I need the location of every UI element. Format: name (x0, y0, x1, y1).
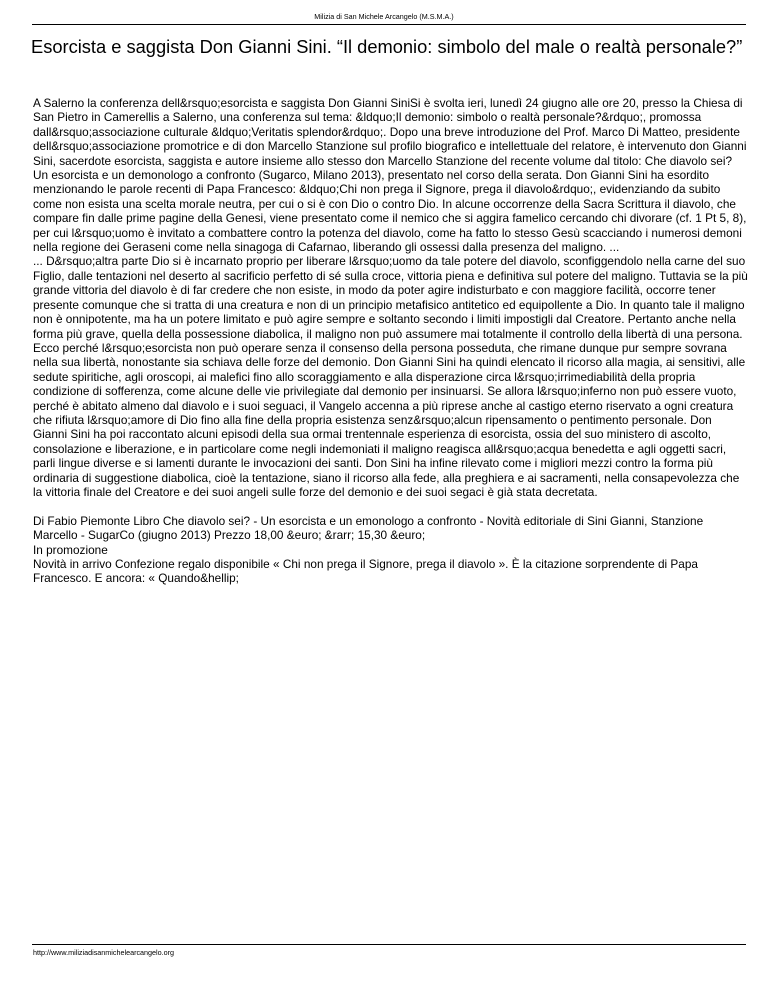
article-body (33, 96, 749, 586)
book-info: Di Fabio Piemonte Libro Che diavolo sei? - Un esorcista e un emonologo a confronto - Novità editoriale di Sini Gianni, Stanzione Marcello - SugarCo (giugno 2013) Prezzo 18,00 &euro; &rarr; 15,30 &euro; (33, 513, 704, 543)
page-header (0, 12, 768, 21)
book-teaser: Novità in arrivo Confezione regalo disponibile « Chi non prega il Signore, prega il diavolo ». È la citazione sorprendente di Papa Francesco. E ancora: « Quando&hellip; (33, 556, 698, 586)
article-paragraph: ... D&rsquo;altra parte Dio si è incarnato proprio per liberare l&rsquo;uomo da tale potere del diavolo, sconfiggendolo nella carne del suo Figlio, dalle tentazioni nel deserto al sacrificio perfetto di sé sulla croce, vittoria piena e definitiva sul potere del maligno. Tuttavia se la più grande vittoria del diavolo è di far credere che non esiste, in modo da poter agire indisturbato e con maggiore facilità, occorre tener presente comunque che si tratta di una creatura e non di un principio metafisico antitetico ed equipollente a Dio. In quanto tale il maligno non è onnipotente, ma ha un potere limitato e può agire sempre e soltanto secondo i limiti impostigli dal Creatore. Pertanto anche nella forma più grave, quella della possessione diabolica, il maligno non può assumere mai totalmente il controllo della libertà di una persona. Ecco perché l&rsquo;esorcista non può operare senza il consenso della persona posseduta, che rimane dunque pur sempre sovrana nella sua libertà, nonostante sia schiava delle forze del demonio. Don Gianni Sini ha quindi elencato il ricorso alla magia, ai sensitivi, alle sedute spiritiche, agli oroscopi, ai malefici fino allo scoraggiamento e alla disperazione circa l&rsquo;irrimediabilità della propria condizione di sofferenza, come alcune delle vie privilegiate dal demonio per insinuarsi. Se allora l&rsquo;inferno non può essere vuoto, perché è abitato almeno dal diavolo e i suoi seguaci, il Vangelo accenna a più riprese anche al castigo eterno riservato a ogni creatura che rifiuta l&rsquo;amore di Dio fino alla fine della propria esistenza senz&rsquo;alcun ripensamento o pentimento personale. Don Gianni Sini ha poi raccontato alcuni episodi della sua ormai trentennale esperienza di esorcista, ossia del suo ministero di ascolto, consolazione e liberazione, e in particolare come negli indemoniati il maligno reagisca all&rsquo;acqua benedetta e agli oggetti sacri, parli lingue diverse e si lamenti durante le invocazioni dei santi. Don Sini ha infine rilevato come i migliori mezzi contro la forma più ordinaria di suggestione diabolica, cioè la tentazione, siano il ricorso alla fede, alla preghiera e ai sacramenti, nella consapevolezza che la vittoria finale del Creatore e dei suoi angeli sulle forze del demonio e dei suoi segaci è già stata decretata. (33, 254, 748, 499)
promo-label: In promozione (33, 542, 108, 557)
article-title: Esorcista e saggista Don Gianni Sini. “Il demonio: simbolo del male o realtà personale?” (31, 36, 743, 57)
article-paragraph: A Salerno la conferenza dell&rsquo;esorcista e saggista Don Gianni SiniSi è svolta ieri, lunedì 24 giugno alle ore 20, presso la Chiesa di San Pietro in Camerellis a Salerno, una conferenza sul tema: &ldquo;Il demonio: simbolo o realtà personale?&rdquo;, promossa dall&rsquo;associazione culturale &ldquo;Veritatis splendor&rdquo;. Dopo una breve introduzione del Prof. Marco Di Matteo, presidente dell&rsquo;associazione promotrice e di don Marcello Stanzione sul profilo biografico e intellettuale del relatore, è intervenuto don Gianni Sini, sacerdote esorcista, saggista e autore insieme allo stesso don Marcello Stanzione del recente volume dal titolo: Che diavolo sei? Un esorcista e un demonologo a confronto (Sugarco, Milano 2013), presentato nel corso della serata. Don Gianni Sini ha esordito menzionando le parole recenti di Papa Francesco: &ldquo;Chi non prega il Signore, prega il diavolo&rdquo;, evidenziando da subito come non esista una scelta morale neutra, per cui o si è con Dio o contro Dio. In alcune occorrenze della Sacra Scrittura il diavolo, che compare fin dalle prime pagine della Genesi, viene presentato come il nemico che si aggira famelico cercando chi divorare (cf. 1 Pt 5, 8), per cui l&rsquo;uomo è invitato a combattere contro la potenza del diavolo, come ha fatto lo stesso Gesù scacciando i numerosi demoni nella regione dei Geraseni come nella sinagoga di Cafarnao, liberando gli ossessi dalla presenza del maligno. ... (33, 96, 747, 255)
footer-divider (32, 944, 746, 945)
footer-url[interactable]: http://www.miliziadisanmichelearcangelo.org (33, 948, 175, 957)
header-divider (32, 24, 746, 25)
site-name: Milizia di San Michele Arcangelo (M.S.M.A.) (314, 12, 454, 21)
